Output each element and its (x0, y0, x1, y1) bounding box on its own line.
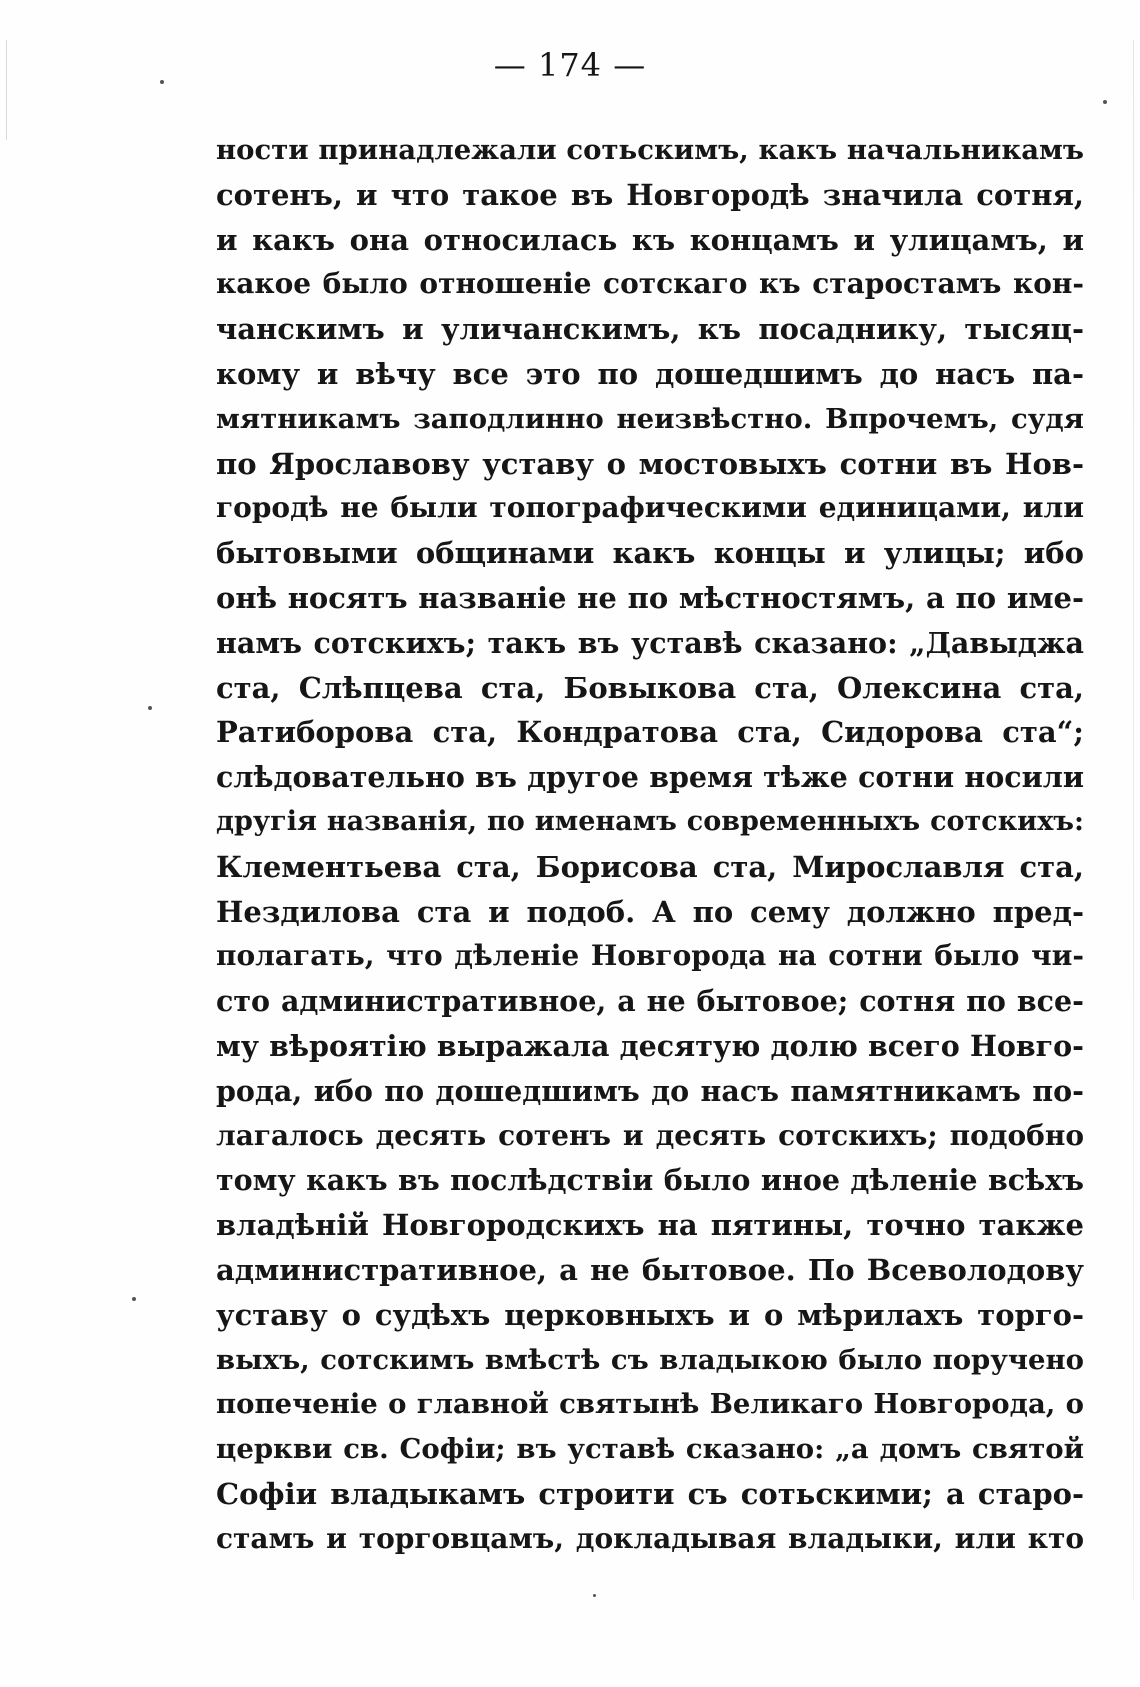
scan-speck (1103, 100, 1107, 104)
text-line: полагать, что дѣленіе Новгорода на сотни было чи- (216, 939, 1084, 973)
text-line: кому и вѣчу все это по дошедшимъ до насъ па- (216, 356, 1084, 391)
text-line: административное, а не бытовое. По Всеволодову (216, 1252, 1084, 1287)
text-line: рода, ибо по дошедшимъ до насъ памятникамъ по- (216, 1073, 1084, 1108)
text-line: Нездилова ста и подоб. А по сему должно пред- (216, 894, 1084, 929)
text-line: тому какъ въ послѣдствіи было иное дѣленіе всѣхъ (216, 1163, 1084, 1198)
text-line: владѣній Новгородскихъ на пятины, точно также (216, 1208, 1084, 1243)
text-line: онѣ носятъ названіе не по мѣстностямъ, а по име- (216, 580, 1084, 615)
text-line: церкви св. Софіи; въ уставѣ сказано: „а домъ святой (216, 1433, 1084, 1466)
text-line: слѣдовательно въ другое время тѣже сотни носили (216, 760, 1084, 795)
text-line: уставу о судѣхъ церковныхъ и о мѣрилахъ торго- (216, 1297, 1084, 1332)
text-line: выхъ, сотскимъ вмѣстѣ съ владыкою было поручено (216, 1343, 1084, 1376)
text-line: Ратиборова ста, Кондратова ста, Сидорова ста“; (216, 715, 1084, 750)
text-line: бытовыми общинами какъ концы и улицы; ибо (216, 536, 1084, 571)
text-line: чанскимъ и уличанскимъ, къ посаднику, тысяц- (216, 312, 1084, 347)
text-line: попеченіе о главной святынѣ Великаго Новгорода, о (216, 1388, 1084, 1421)
text-line: лагалось десять сотенъ и десять сотскихъ; подобно (216, 1118, 1084, 1152)
scan-speck (132, 1297, 136, 1301)
text-line: стамъ и торговцамъ, докладывая владыки, или кто (216, 1521, 1084, 1555)
text-line: какое было отношеніе сотскаго къ старостамъ кон- (216, 267, 1084, 301)
text-line: по Ярославову уставу о мостовыхъ сотни въ Нов- (216, 446, 1084, 481)
text-line: сто административное, а не бытовое; сотня по все- (216, 984, 1084, 1019)
text-line: мятникамъ заподлинно неизвѣстно. Впрочемъ, судя (216, 402, 1084, 435)
text-line: Софіи владыкамъ строити съ сотьскими; а старо- (216, 1476, 1084, 1511)
text-line: сотенъ, и что такое въ Новгородѣ значила сотня, (216, 177, 1084, 212)
page-number: — 174 — (493, 46, 647, 84)
text-line: Клементьева ста, Борисова ста, Мирославля ста, (216, 849, 1084, 884)
text-line: городѣ не были топографическими единицами, или (216, 491, 1084, 525)
scan-speck (593, 1594, 596, 1597)
scan-edge-right (1133, 40, 1134, 1600)
text-line: ста, Слѣпцева ста, Бовыкова ста, Олексина ста, (216, 670, 1084, 705)
text-line: му вѣроятію выражала десятую долю всего Новго- (216, 1028, 1084, 1063)
body-text (216, 128, 1084, 1562)
text-line: ности принадлежали сотьскимъ, какъ начальникамъ (216, 134, 1084, 166)
text-line: и какъ она относилась къ концамъ и улицамъ, и (216, 222, 1084, 257)
text-line: другія названія, по именамъ современныхъ сотскихъ: (216, 805, 1084, 837)
text-line: намъ сотскихъ; такъ въ уставѣ сказано: „Давыджа (216, 625, 1084, 660)
scan-speck (148, 706, 152, 710)
